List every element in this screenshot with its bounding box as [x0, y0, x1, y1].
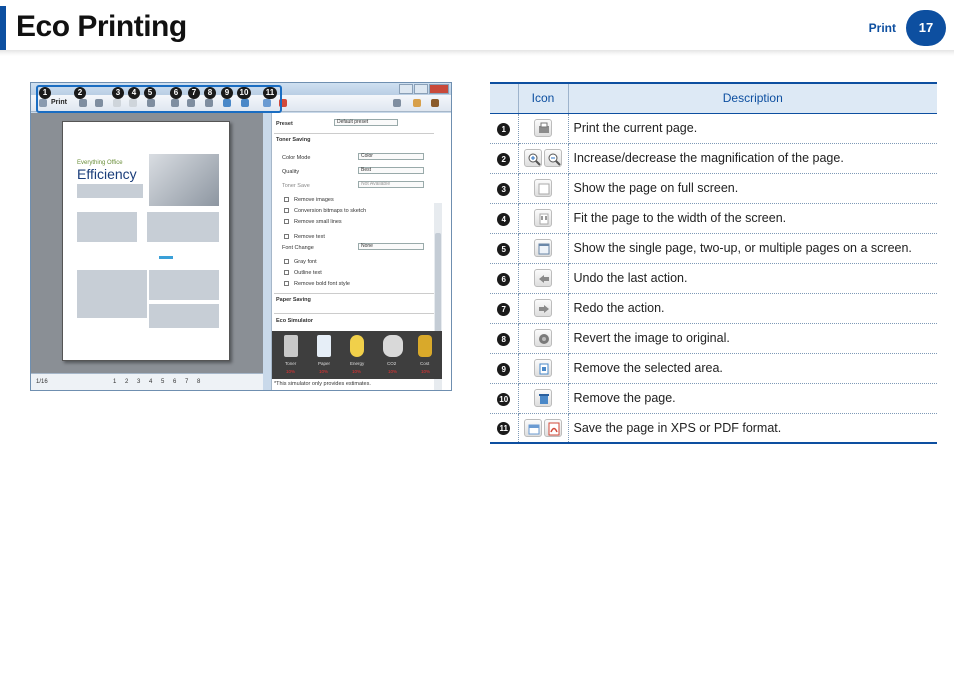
- gray-font-checkbox: [284, 259, 289, 264]
- panel-separator: [274, 133, 434, 134]
- convert-sketch-label: Conversion bitmaps to sketch: [294, 208, 367, 214]
- row-number-cell: [490, 413, 518, 443]
- window-buttons: [399, 84, 449, 94]
- quality-select: Best: [358, 167, 424, 174]
- font-change-label: Font Change: [282, 245, 314, 251]
- revert-icon: [534, 329, 552, 347]
- redo-icon: [534, 299, 552, 317]
- row-number-cell: [490, 263, 518, 293]
- eco-settings-panel: [271, 113, 451, 391]
- font-change-select: None: [358, 243, 424, 250]
- callout-4: 4: [128, 87, 140, 99]
- table-row: [490, 353, 937, 383]
- remove-small-lines-checkbox: [284, 219, 289, 224]
- row-icon-cell: [518, 143, 568, 173]
- row-number-badge: 7: [497, 303, 510, 316]
- toner-icon: [284, 335, 298, 357]
- table-row: [490, 113, 937, 143]
- callout-9: 9: [221, 87, 233, 99]
- remove-text-checkbox: [284, 234, 289, 239]
- gray-font-label: Gray font: [294, 259, 317, 265]
- row-number-badge: 1: [497, 123, 510, 136]
- document-link: [159, 256, 173, 259]
- table-row: [490, 293, 937, 323]
- save-pdf-icon: [544, 419, 562, 437]
- page-links: 1 2 3 4 5 6 7 8: [113, 379, 201, 385]
- eco-simulator: [272, 331, 442, 379]
- remove-small-lines-label: Remove small lines: [294, 219, 342, 225]
- fit-width-icon: [534, 209, 552, 227]
- zoom-out-icon: [544, 149, 562, 167]
- sim-label: Cost: [420, 361, 430, 366]
- row-number-cell: [490, 203, 518, 233]
- row-icon-cell: [518, 353, 568, 383]
- row-description: Undo the last action.: [568, 263, 937, 293]
- row-number-badge: 9: [497, 363, 510, 376]
- row-number-cell: [490, 113, 518, 143]
- row-icon-cell: [518, 293, 568, 323]
- document-text-block: [77, 184, 143, 198]
- row-number-cell: [490, 293, 518, 323]
- row-icon-cell: [518, 413, 568, 443]
- callout-3: 3: [112, 87, 124, 99]
- sim-label: Paper: [318, 361, 331, 366]
- row-description: Save the page in XPS or PDF format.: [568, 413, 937, 443]
- row-description: Increase/decrease the magnification of the page.: [568, 143, 937, 173]
- row-description: Redo the action.: [568, 293, 937, 323]
- table-row: [490, 323, 937, 353]
- section-label[interactable]: Print: [868, 21, 896, 35]
- co2-icon: [383, 335, 403, 357]
- sim-label: CO2: [387, 361, 397, 366]
- row-number-cell: [490, 143, 518, 173]
- row-number-badge: 6: [497, 273, 510, 286]
- description-column-header: Description: [568, 83, 937, 113]
- undo-icon: [534, 269, 552, 287]
- sim-percent: 10%: [319, 369, 329, 374]
- row-icon-cell: [518, 383, 568, 413]
- page-count: 1/16: [36, 379, 48, 385]
- document-photo: [149, 154, 219, 206]
- close-icon: [429, 84, 449, 94]
- icon-column-header: Icon: [518, 83, 568, 113]
- row-icon-cell: [518, 203, 568, 233]
- table-row: [490, 233, 937, 263]
- document-image-block: [149, 270, 219, 300]
- row-number-badge: 3: [497, 183, 510, 196]
- callout-6: 6: [170, 87, 182, 99]
- header-rule: [0, 50, 954, 56]
- page-number-badge: 17: [906, 10, 946, 46]
- row-number-cell: [490, 323, 518, 353]
- sim-percent: 10%: [352, 369, 362, 374]
- table-row: [490, 173, 937, 203]
- eco-simulator-heading: Eco Simulator: [276, 318, 313, 324]
- table-row: [490, 143, 937, 173]
- save-xps-icon: [524, 419, 542, 437]
- remove-page-icon: [534, 389, 552, 407]
- row-number-badge: 10: [497, 393, 510, 406]
- outline-text-label: Outline text: [294, 270, 322, 276]
- table-row: [490, 383, 937, 413]
- callout-2: 2: [74, 87, 86, 99]
- page-title: Eco Printing: [16, 10, 187, 43]
- table-row: [490, 203, 937, 233]
- row-icon-cell: [518, 263, 568, 293]
- sim-label: Energy: [350, 361, 365, 366]
- sim-percent: 10%: [421, 369, 431, 374]
- exit-icon: [431, 99, 439, 107]
- remove-bold-checkbox: [284, 281, 289, 286]
- row-description: Fit the page to the width of the screen.: [568, 203, 937, 233]
- full-screen-icon: [534, 179, 552, 197]
- outline-text-checkbox: [284, 270, 289, 275]
- callout-8: 8: [204, 87, 216, 99]
- eco-icon: [413, 99, 421, 107]
- document-page: [62, 121, 230, 361]
- table-row: [490, 413, 937, 443]
- row-description: Show the page on full screen.: [568, 173, 937, 203]
- quality-label: Quality: [282, 169, 300, 175]
- header-accent-bar: [0, 6, 6, 50]
- row-icon-cell: [518, 323, 568, 353]
- table-header-row: [490, 83, 937, 113]
- convert-sketch-checkbox: [284, 208, 289, 213]
- callout-5: 5: [144, 87, 156, 99]
- row-number-cell: [490, 173, 518, 203]
- document-heading: Efficiency: [77, 166, 137, 182]
- panel-scroll-thumb: [435, 233, 441, 343]
- remove-images-checkbox: [284, 197, 289, 202]
- print-label: Print: [51, 99, 67, 106]
- number-column-header: [490, 83, 518, 113]
- row-number-cell: [490, 233, 518, 263]
- sim-percent: 10%: [286, 369, 296, 374]
- document-image-block: [147, 212, 219, 242]
- color-mode-label: Color Mode: [282, 155, 311, 161]
- row-number-badge: 5: [497, 243, 510, 256]
- row-description: Show the single page, two-up, or multiple pages on a screen.: [568, 233, 937, 263]
- document-image-block: [77, 212, 137, 242]
- row-number-badge: 8: [497, 333, 510, 346]
- toner-save-label: Toner Save: [282, 183, 310, 189]
- row-number-cell: [490, 383, 518, 413]
- row-icon-cell: [518, 113, 568, 143]
- row-number-cell: [490, 353, 518, 383]
- callout-1: 1: [39, 87, 51, 99]
- document-preview-area: [31, 113, 263, 373]
- panel-separator: [274, 293, 434, 294]
- energy-icon: [350, 335, 364, 357]
- toner-save-select: Not Available: [358, 181, 424, 188]
- settings-icon: [393, 99, 401, 107]
- paper-icon: [317, 335, 331, 357]
- remove-images-label: Remove images: [294, 197, 334, 203]
- icon-description-table: [490, 82, 937, 444]
- maximize-icon: [414, 84, 428, 94]
- page-navigator: [31, 373, 263, 391]
- page-layout-icon: [534, 239, 552, 257]
- row-number-badge: 2: [497, 153, 510, 166]
- panel-separator: [274, 313, 434, 314]
- preset-select: Default preset: [334, 119, 398, 126]
- remove-bold-label: Remove bold font style: [294, 281, 350, 287]
- color-mode-select: Color: [358, 153, 424, 160]
- row-description: Remove the page.: [568, 383, 937, 413]
- row-description: Print the current page.: [568, 113, 937, 143]
- callout-7: 7: [188, 87, 200, 99]
- row-description: Remove the selected area.: [568, 353, 937, 383]
- toner-saving-heading: Toner Saving: [276, 137, 311, 143]
- document-image-block: [149, 304, 219, 328]
- remove-area-icon: [534, 359, 552, 377]
- callout-11: 11: [263, 87, 277, 99]
- preset-label: Preset: [276, 121, 293, 127]
- print-icon: [534, 119, 552, 137]
- minimize-icon: [399, 84, 413, 94]
- remove-text-label: Remove text: [294, 234, 325, 240]
- eco-printing-screenshot: [30, 82, 452, 391]
- callout-10: 10: [237, 87, 251, 99]
- table-body: [490, 113, 937, 443]
- table-row: [490, 263, 937, 293]
- paper-saving-heading: Paper Saving: [276, 297, 311, 303]
- document-image-block: [77, 270, 147, 318]
- row-description: Revert the image to original.: [568, 323, 937, 353]
- sim-label: Toner: [285, 361, 297, 366]
- row-number-badge: 4: [497, 213, 510, 226]
- row-number-badge: 11: [497, 422, 510, 435]
- zoom-in-icon: [524, 149, 542, 167]
- row-icon-cell: [518, 233, 568, 263]
- simulator-note: *This simulator only provides estimates.: [274, 381, 371, 387]
- document-subheading: Everything Office: [77, 160, 123, 166]
- sim-percent: 10%: [388, 369, 398, 374]
- row-icon-cell: [518, 173, 568, 203]
- cost-icon: [418, 335, 432, 357]
